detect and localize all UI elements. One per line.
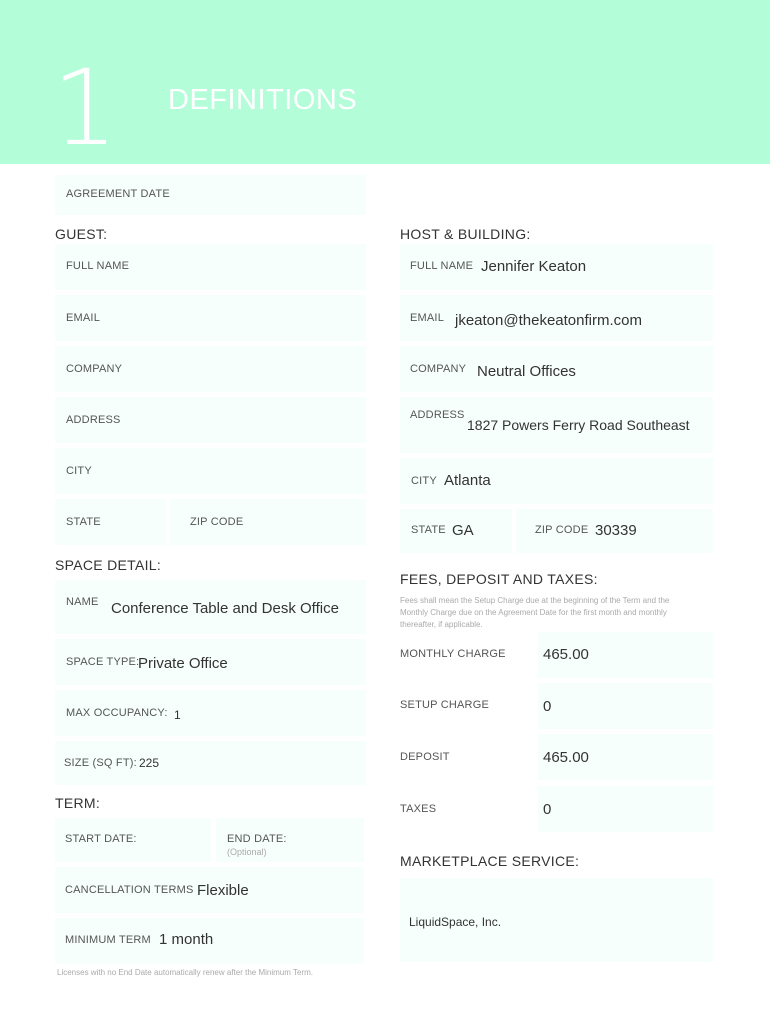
guest-zip-label: ZIP CODE [190,516,244,528]
size-label: SIZE (SQ FT): [64,757,137,769]
page-title: DEFINITIONS [168,84,358,116]
host-company-label: COMPANY [410,363,467,375]
term-heading: TERM: [55,795,101,811]
header-banner [0,0,770,169]
taxes-label: TAXES [400,803,437,815]
minimum-term-label: MINIMUM TERM [65,934,151,946]
cancellation-terms-label: CANCELLATION TERMS [65,884,194,896]
fees-heading: FEES, DEPOSIT AND TAXES: [400,571,598,587]
guest-company-label: COMPANY [66,363,123,375]
end-date-optional-label: (Optional) [227,847,267,857]
host-zip-label: ZIP CODE [535,524,589,536]
deposit-label: DEPOSIT [400,751,450,763]
taxes-field[interactable] [538,786,713,832]
host-state-value: GA [452,522,474,539]
host-city-value: Atlanta [444,472,491,489]
fees-note-line2: Monthly Charge due on the Agreement Date for the first month and monthly [400,608,667,617]
guest-heading: GUEST: [55,226,108,242]
guest-address-label: ADDRESS [66,414,121,426]
guest-city-label: CITY [66,465,92,477]
space-type-label: SPACE TYPE: [66,656,140,668]
term-renewal-note: Licenses with no End Date automatically renew after the Minimum Term. [57,968,313,977]
guest-email-label: EMAIL [66,312,101,324]
taxes-value: 0 [543,801,552,818]
size-value: 225 [139,756,160,770]
cancellation-terms-value: Flexible [197,882,249,899]
space-type-value: Private Office [138,655,228,672]
host-city-label: CITY [411,475,437,487]
marketplace-heading: MARKETPLACE SERVICE: [400,853,580,869]
host-zip-value: 30339 [595,522,637,539]
guest-city-field[interactable] [55,448,366,494]
host-state-label: STATE [411,524,446,536]
host-full-name-value: Jennifer Keaton [481,258,587,275]
fees-note-line1: Fees shall mean the Setup Charge due at the beginning of the Term and the [400,596,670,605]
host-company-value: Neutral Offices [477,363,576,380]
setup-charge-label: SETUP CHARGE [400,699,489,711]
minimum-term-value: 1 month [159,931,214,948]
host-address-label: ADDRESS [410,409,465,421]
section-number: 1 [52,47,119,169]
monthly-charge-label: MONTHLY CHARGE [400,648,506,660]
fees-note-line3: thereafter, if applicable. [400,620,483,629]
host-full-name-label: FULL NAME [410,260,474,272]
guest-state-label: STATE [66,516,101,528]
guest-email-field[interactable] [55,295,366,341]
max-occupancy-value: 1 [174,708,181,722]
agreement-date-label: AGREEMENT DATE [66,188,170,200]
start-date-label: START DATE: [65,833,137,845]
space-name-value: Conference Table and Desk Office [111,600,339,617]
marketplace-value: LiquidSpace, Inc. [409,915,502,929]
monthly-charge-value: 465.00 [543,646,589,663]
host-heading: HOST & BUILDING: [400,226,531,242]
space-name-label: NAME [66,596,99,608]
end-date-label: END DATE: [227,833,287,845]
setup-charge-field[interactable] [538,683,713,729]
space-detail-heading: SPACE DETAIL: [55,557,162,573]
host-email-value: jkeaton@thekeatonfirm.com [455,312,642,329]
host-email-label: EMAIL [410,312,445,324]
deposit-value: 465.00 [543,749,589,766]
max-occupancy-label: MAX OCCUPANCY: [66,707,168,719]
guest-full-name-label: FULL NAME [66,260,130,272]
setup-charge-value: 0 [543,698,552,715]
host-address-value: 1827 Powers Ferry Road Southeast [467,417,690,433]
